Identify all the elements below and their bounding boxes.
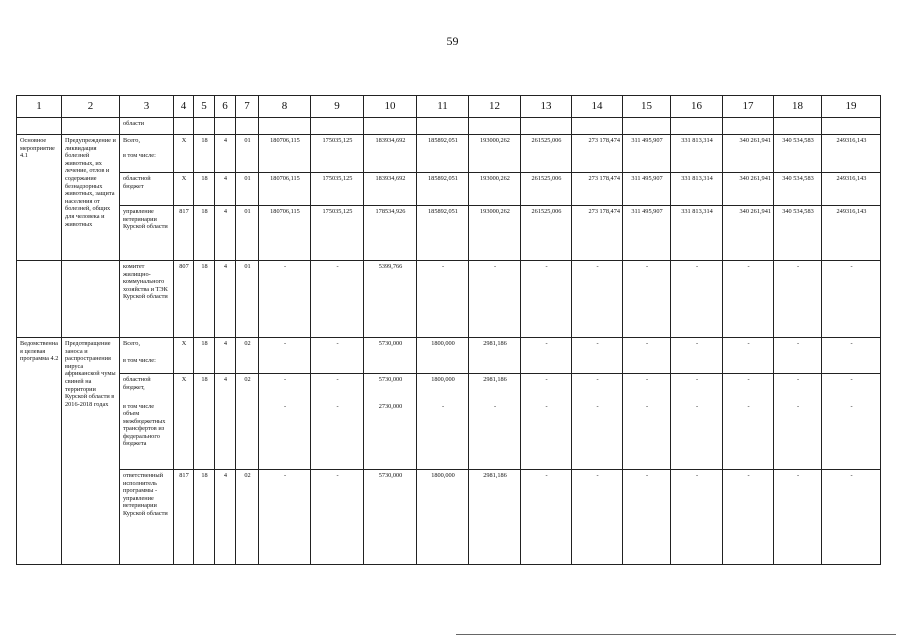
table-row bbox=[17, 374, 881, 401]
value-cell: 1800,000 bbox=[417, 338, 469, 374]
value-cell: - bbox=[774, 261, 822, 338]
code-cell: 4 bbox=[215, 206, 236, 261]
table-row bbox=[17, 338, 881, 374]
table-row bbox=[17, 173, 881, 206]
scan-edge-line bbox=[456, 634, 896, 635]
code-cell: 01 bbox=[236, 135, 259, 173]
header-cell: 9 bbox=[311, 96, 364, 118]
value-cell: - bbox=[774, 470, 822, 565]
value-cell: - bbox=[259, 261, 311, 338]
code-cell: 4 bbox=[215, 338, 236, 374]
code-cell: 18 bbox=[194, 261, 215, 338]
value-cell: 273 178,474 bbox=[572, 135, 623, 173]
row-label: ответственный исполнитель программы - управление ветеринарии Курской области bbox=[120, 470, 174, 565]
value-cell: 311 495,907 bbox=[623, 135, 671, 173]
value-cell: - bbox=[723, 374, 774, 401]
value-cell: - bbox=[623, 374, 671, 401]
value-cell: 331 813,314 bbox=[671, 206, 723, 261]
value-cell: - bbox=[822, 374, 881, 401]
header-cell: 8 bbox=[259, 96, 311, 118]
value-cell: - bbox=[259, 401, 311, 470]
value-cell: 193000,262 bbox=[469, 135, 521, 173]
value-cell: - bbox=[521, 338, 572, 374]
row-label: комитет жилищно-коммунального хозяйства и ТЭК Курской области bbox=[120, 261, 174, 338]
value-cell: 2981,186 bbox=[469, 338, 521, 374]
value-cell: - bbox=[774, 374, 822, 401]
row-label: в том числе объем межбюджетных трансфертов из федерального бюджета bbox=[120, 401, 174, 470]
value-cell: - bbox=[572, 261, 623, 338]
header-cell: 19 bbox=[822, 96, 881, 118]
code-cell: 01 bbox=[236, 261, 259, 338]
continuation-row bbox=[17, 118, 881, 135]
row-label: управление ветеринарии Курской области bbox=[120, 206, 174, 261]
code-cell: 4 bbox=[215, 470, 236, 565]
header-cell: 13 bbox=[521, 96, 572, 118]
value-cell: 1800,000 bbox=[417, 470, 469, 565]
value-cell: - bbox=[521, 261, 572, 338]
code-cell: 18 bbox=[194, 470, 215, 565]
table-row bbox=[17, 261, 881, 338]
measure-name: Основное мероприятие 4.1 bbox=[17, 135, 62, 261]
code-cell: 02 bbox=[236, 470, 259, 565]
code-cell: 807 bbox=[174, 261, 194, 338]
value-cell: 273 178,474 bbox=[572, 206, 623, 261]
value-cell: 340 534,583 bbox=[774, 173, 822, 206]
header-cell: 7 bbox=[236, 96, 259, 118]
value-cell: 331 813,314 bbox=[671, 135, 723, 173]
value-cell: - bbox=[671, 374, 723, 401]
value-cell: 5730,000 bbox=[364, 338, 417, 374]
code-cell: 4 bbox=[215, 173, 236, 206]
budget-table bbox=[16, 95, 881, 565]
code-cell: Х bbox=[174, 338, 194, 374]
code-cell: 4 bbox=[215, 135, 236, 173]
header-cell: 12 bbox=[469, 96, 521, 118]
value-cell: - bbox=[623, 338, 671, 374]
code-cell: Х bbox=[174, 173, 194, 206]
value-cell: 180706,115 bbox=[259, 206, 311, 261]
value-cell: - bbox=[417, 401, 469, 470]
header-cell: 4 bbox=[174, 96, 194, 118]
header-cell: 14 bbox=[572, 96, 623, 118]
program-name: Ведомственная целевая программа 4.2 bbox=[17, 338, 62, 565]
value-cell: 340 534,583 bbox=[774, 206, 822, 261]
code-cell: 4 bbox=[215, 261, 236, 338]
value-cell: - bbox=[671, 401, 723, 470]
value-cell: - bbox=[311, 401, 364, 470]
header-cell: 18 bbox=[774, 96, 822, 118]
header-cell: 17 bbox=[723, 96, 774, 118]
value-cell: - bbox=[671, 470, 723, 565]
code-cell: 18 bbox=[194, 374, 215, 401]
table-row bbox=[17, 206, 881, 261]
value-cell: 311 495,907 bbox=[623, 173, 671, 206]
value-cell: - bbox=[723, 401, 774, 470]
code-cell: 01 bbox=[236, 206, 259, 261]
header-cell: 1 bbox=[17, 96, 62, 118]
value-cell: - bbox=[822, 470, 881, 565]
value-cell: 178534,926 bbox=[364, 206, 417, 261]
value-cell: - bbox=[311, 338, 364, 374]
value-cell: - bbox=[259, 470, 311, 565]
continuation-label: области bbox=[120, 118, 174, 135]
value-cell: - bbox=[469, 401, 521, 470]
value-cell: - bbox=[311, 374, 364, 401]
value-cell: 261525,006 bbox=[521, 206, 572, 261]
value-cell: - bbox=[259, 374, 311, 401]
value-cell: - bbox=[723, 470, 774, 565]
value-cell: 185892,051 bbox=[417, 173, 469, 206]
header-cell: 2 bbox=[62, 96, 120, 118]
code-cell: 817 bbox=[174, 470, 194, 565]
header-cell: 15 bbox=[623, 96, 671, 118]
value-cell: 2981,186 bbox=[469, 470, 521, 565]
value-cell: - bbox=[572, 470, 623, 565]
row-label: областной бюджет bbox=[120, 173, 174, 206]
header-cell: 10 bbox=[364, 96, 417, 118]
value-cell: - bbox=[417, 261, 469, 338]
header-cell: 11 bbox=[417, 96, 469, 118]
code-cell: 01 bbox=[236, 173, 259, 206]
code-cell: 18 bbox=[194, 338, 215, 374]
code-cell: 02 bbox=[236, 338, 259, 374]
code-cell: 817 bbox=[174, 206, 194, 261]
value-cell: - bbox=[822, 338, 881, 374]
value-cell: 273 178,474 bbox=[572, 173, 623, 206]
value-cell: - bbox=[671, 338, 723, 374]
header-cell: 5 bbox=[194, 96, 215, 118]
value-cell: 1800,000 bbox=[417, 374, 469, 401]
row-label: областной бюджет, bbox=[120, 374, 174, 401]
value-cell: - bbox=[572, 401, 623, 470]
value-cell: 185892,051 bbox=[417, 206, 469, 261]
value-cell: - bbox=[259, 338, 311, 374]
value-cell: 340 261,941 bbox=[723, 173, 774, 206]
value-cell: - bbox=[469, 261, 521, 338]
value-cell: - bbox=[521, 374, 572, 401]
program-description: Предотвращение заноса и распространения вируса африканской чумы свиней на территории Курской области в 2016-2018 годах bbox=[62, 338, 120, 565]
code-cell: 02 bbox=[236, 374, 259, 401]
value-cell: - bbox=[521, 470, 572, 565]
value-cell: - bbox=[521, 401, 572, 470]
value-cell: 249316,143 bbox=[822, 206, 881, 261]
value-cell: 183934,692 bbox=[364, 135, 417, 173]
value-cell: 5730,000 bbox=[364, 470, 417, 565]
page-number: 59 bbox=[446, 34, 459, 48]
value-cell: 261525,006 bbox=[521, 135, 572, 173]
table-row bbox=[17, 135, 881, 173]
code-cell: 4 bbox=[215, 374, 236, 401]
value-cell: 331 813,314 bbox=[671, 173, 723, 206]
header-row bbox=[17, 96, 881, 118]
value-cell: - bbox=[671, 261, 723, 338]
table-row bbox=[17, 401, 881, 470]
measure-description: Предупреждение и ликвидация болезней животных, их лечение, отлов и содержание безнадзорных животных, защита населения от болезней, общих для человека и животных bbox=[62, 135, 120, 261]
code-cell: 18 bbox=[194, 173, 215, 206]
value-cell: 183934,692 bbox=[364, 173, 417, 206]
value-cell: 2981,186 bbox=[469, 374, 521, 401]
code-cell: 18 bbox=[194, 206, 215, 261]
value-cell: 261525,006 bbox=[521, 173, 572, 206]
value-cell: 340 534,583 bbox=[774, 135, 822, 173]
value-cell: - bbox=[723, 261, 774, 338]
value-cell: 311 495,907 bbox=[623, 206, 671, 261]
value-cell: 2730,000 bbox=[364, 401, 417, 470]
value-cell: 5730,000 bbox=[364, 374, 417, 401]
value-cell: 175035,125 bbox=[311, 135, 364, 173]
header-cell: 3 bbox=[120, 96, 174, 118]
value-cell: 340 261,941 bbox=[723, 135, 774, 173]
table-row bbox=[17, 470, 881, 565]
value-cell: - bbox=[572, 338, 623, 374]
value-cell: 249316,143 bbox=[822, 135, 881, 173]
row-label: Всего, в том числе: bbox=[120, 135, 174, 173]
value-cell: 340 261,941 bbox=[723, 206, 774, 261]
header-cell: 6 bbox=[215, 96, 236, 118]
code-cell: Х bbox=[174, 374, 194, 401]
row-label: Всего, в том числе: bbox=[120, 338, 174, 374]
value-cell: - bbox=[774, 338, 822, 374]
value-cell: - bbox=[311, 470, 364, 565]
value-cell: 5399,766 bbox=[364, 261, 417, 338]
value-cell: 193000,262 bbox=[469, 206, 521, 261]
value-cell: 180706,115 bbox=[259, 135, 311, 173]
value-cell: 249316,143 bbox=[822, 173, 881, 206]
header-cell: 16 bbox=[671, 96, 723, 118]
value-cell: 185892,051 bbox=[417, 135, 469, 173]
value-cell: - bbox=[623, 261, 671, 338]
value-cell: 193000,262 bbox=[469, 173, 521, 206]
value-cell: - bbox=[822, 261, 881, 338]
value-cell: - bbox=[723, 338, 774, 374]
value-cell: 175035,125 bbox=[311, 173, 364, 206]
code-cell: 18 bbox=[194, 135, 215, 173]
value-cell: - bbox=[572, 374, 623, 401]
value-cell: - bbox=[623, 401, 671, 470]
code-cell: Х bbox=[174, 135, 194, 173]
value-cell: - bbox=[311, 261, 364, 338]
value-cell: 175035,125 bbox=[311, 206, 364, 261]
value-cell: 180706,115 bbox=[259, 173, 311, 206]
value-cell: - bbox=[822, 401, 881, 470]
value-cell: - bbox=[623, 470, 671, 565]
value-cell: - bbox=[774, 401, 822, 470]
